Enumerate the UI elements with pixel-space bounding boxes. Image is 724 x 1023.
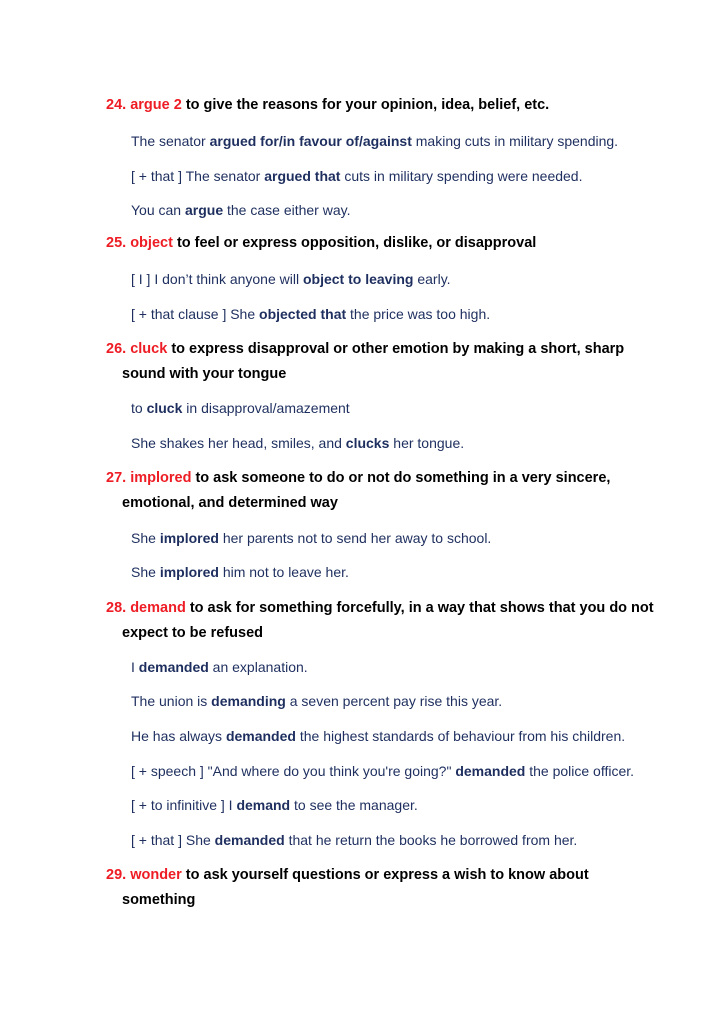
definition-continued: emotional, and determined way bbox=[122, 495, 338, 511]
definition-continued: expect to be refused bbox=[122, 625, 264, 641]
definition-continued: something bbox=[122, 892, 196, 908]
entry-number: 24. bbox=[106, 97, 127, 113]
example-sentence: [ + to infinitive ] I demand to see the manager. bbox=[131, 797, 418, 813]
example-sentence: [ + that ] She demanded that he return the books he borrowed from her. bbox=[131, 832, 578, 848]
example-sentence: You can argue the case either way. bbox=[131, 202, 351, 218]
entry-25-heading bbox=[106, 231, 666, 256]
entry-number: 28. bbox=[106, 600, 127, 616]
example-sentence: [ + that ] The senator argued that cuts in military spending were needed. bbox=[131, 168, 583, 184]
entry-26-heading bbox=[106, 337, 666, 387]
example-sentence: The senator argued for/in favour of/against making cuts in military spending. bbox=[131, 133, 619, 149]
definition: to express disapproval or other emotion by making a short, sharp bbox=[171, 341, 625, 357]
definition-continued: sound with your tongue bbox=[122, 366, 287, 382]
definition: to give the reasons for your opinion, idea, belief, etc. bbox=[185, 97, 550, 113]
headword: argue 2 bbox=[130, 97, 182, 113]
entry-24-heading bbox=[106, 93, 666, 118]
entry-number: 27. bbox=[106, 470, 127, 486]
example-sentence: She shakes her head, smiles, and clucks her tongue. bbox=[131, 435, 465, 451]
definition: to ask someone to do or not do something in a very sincere, bbox=[195, 470, 611, 486]
headword: wonder bbox=[130, 867, 182, 883]
example-sentence: He has always demanded the highest standards of behaviour from his children. bbox=[131, 728, 626, 744]
headword: cluck bbox=[130, 341, 168, 357]
example-sentence: She implored him not to leave her. bbox=[131, 564, 349, 580]
definition: to feel or express opposition, dislike, or disapproval bbox=[176, 235, 537, 251]
example-sentence: I demanded an explanation. bbox=[131, 659, 308, 675]
example-sentence: The union is demanding a seven percent pay rise this year. bbox=[131, 693, 503, 709]
entry-28-heading bbox=[106, 596, 666, 646]
entry-27-heading bbox=[106, 466, 666, 516]
headword: implored bbox=[130, 470, 192, 486]
entry-number: 25. bbox=[106, 235, 127, 251]
example-sentence: [ + that clause ] She objected that the price was too high. bbox=[131, 306, 491, 322]
entry-29-heading bbox=[106, 863, 666, 913]
entry-number: 29. bbox=[106, 867, 127, 883]
definition: to ask yourself questions or express a wish to know about bbox=[185, 867, 589, 883]
definition: to ask for something forcefully, in a way that shows that you do not bbox=[189, 600, 654, 616]
example-sentence: to cluck in disapproval/amazement bbox=[131, 400, 350, 416]
example-sentence: She implored her parents not to send her away to school. bbox=[131, 530, 492, 546]
headword: object bbox=[130, 235, 173, 251]
headword: demand bbox=[130, 600, 186, 616]
entry-number: 26. bbox=[106, 341, 127, 357]
example-sentence: [ I ] I don’t think anyone will object to leaving early. bbox=[131, 271, 451, 287]
example-sentence: [ + speech ] "And where do you think you're going?" demanded the police officer. bbox=[131, 763, 635, 779]
